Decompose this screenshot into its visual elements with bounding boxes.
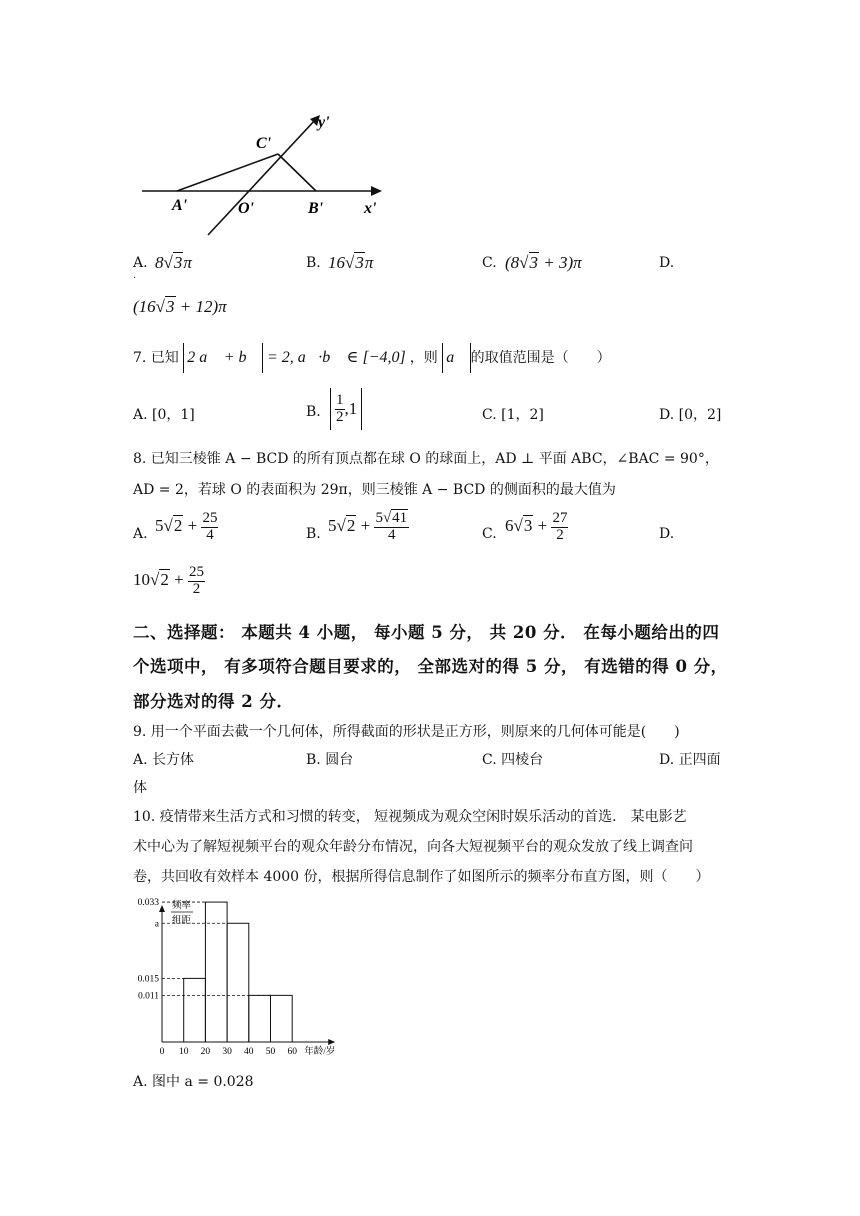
- q8-stem-line1: 8. 已知三棱锥 A − BCD 的所有顶点都在球 O 的球面上，AD ⊥ 平面 ABC，∠BAC = 90°，: [133, 451, 719, 467]
- q8-option-b: 5√2 + $\frac{5√41}{4}$: [328, 510, 408, 543]
- label-x: x': [364, 200, 377, 217]
- histogram-bar: [249, 995, 271, 1042]
- label-b: B': [308, 200, 324, 217]
- q9-option-d: D. 正四面: [659, 752, 721, 768]
- x-tick-label: 50: [265, 1047, 276, 1057]
- q6-option-a: 8√3π: [155, 253, 192, 272]
- q6-option-a-label: A.: [133, 255, 148, 271]
- q10-stem-line3: 卷，共回收有效样本 4000 份，根据所得信息制作了如图所示的频率分布直方图，则（ ）: [133, 869, 710, 885]
- label-a: A': [172, 197, 188, 214]
- x-tick-label: 60: [287, 1047, 297, 1057]
- q9-option-b: B. 圆台: [306, 752, 354, 768]
- q7-option-b-label: B.: [306, 404, 321, 420]
- q8-option-b-label: B.: [306, 526, 321, 542]
- histogram-bar: [227, 923, 249, 1042]
- q8-option-d: 10√2 + $\frac{25}{2}$: [133, 564, 204, 597]
- q10-option-a: A. 图中 a = 0.028: [133, 1074, 254, 1090]
- histogram-bar: [184, 978, 206, 1042]
- q9-option-a: A. 长方体: [133, 752, 195, 768]
- q9-option-d-cont: 体: [133, 780, 147, 796]
- x-axis-arrow: [328, 1039, 335, 1045]
- q9-stem: 9. 用一个平面去截一个几何体，所得截面的形状是正方形，则原来的几何体可能是( ): [133, 724, 680, 740]
- q6-option-b-label: B.: [306, 255, 321, 271]
- q7-option-a: A. [0，1]: [133, 407, 195, 423]
- q7-option-d: D. [0，2]: [659, 407, 722, 423]
- oblique-figure: [130, 105, 400, 240]
- label-o: O': [238, 200, 254, 217]
- label-y: y': [318, 114, 330, 131]
- q10-stem-line2: 术中心为了解短视频平台的观众年龄分布情况，向各大短视频平台的观众发放了线上调查问: [133, 839, 693, 855]
- x-tick-label: 40: [244, 1047, 254, 1057]
- y-tick-label: a: [154, 919, 159, 930]
- q7-option-b: $\frac{1}{2}$ ,1: [330, 388, 362, 430]
- y-tick-label: 0.011: [137, 991, 159, 1002]
- q7-option-c: C. [1，2]: [482, 407, 544, 423]
- x-tick-label: 0: [159, 1047, 165, 1057]
- q10-stem-line1: 10. 疫情带来生活方式和习惯的转变， 短视频成为观众空闲时娱乐活动的首选． 某电影艺: [133, 809, 687, 825]
- stray-dot: .: [133, 270, 137, 281]
- section2-line3: 部分选对的得 2 分．: [133, 692, 294, 711]
- histogram-bar: [271, 995, 293, 1042]
- y-tick-label: 0.015: [137, 974, 159, 985]
- x-tick-label: 20: [200, 1047, 211, 1057]
- y-axis-label-bottom: 组距: [172, 916, 192, 926]
- q8-stem-line2: AD = 2，若球 O 的表面积为 29π，则三棱锥 A − BCD 的侧面积的最大值为: [133, 482, 616, 498]
- q6-option-d-label: D.: [659, 255, 675, 271]
- frequency-histogram: [128, 896, 368, 1066]
- q6-option-b: 16√3π: [328, 253, 374, 272]
- y-axis-label-top: 频率: [172, 901, 192, 911]
- section2-line1: 二、选择题： 本题共 4 小题， 每小题 5 分， 共 20 分． 在每小题给出的四: [133, 623, 720, 642]
- x-axis-label: 年龄/岁: [304, 1047, 336, 1057]
- q8-option-c-label: C.: [482, 526, 497, 542]
- y-tick-label: 0.033: [137, 898, 159, 909]
- y-axis-arrow: [159, 905, 165, 912]
- q6-option-c: (8√3 + 3)π: [505, 253, 582, 272]
- section2-line2: 个选项中， 有多项符合题目要求的， 全部选对的得 5 分， 有选错的得 0 分，: [133, 657, 728, 676]
- label-c: C': [256, 135, 272, 152]
- q6-option-d: (16√3 + 12)π: [133, 297, 227, 316]
- q8-option-a: 5√2 + $\frac{25}{4}$: [155, 510, 218, 543]
- q8-option-c: 6√3 + $\frac{27}{2}$: [505, 510, 568, 543]
- q6-option-c-label: C.: [482, 255, 497, 271]
- q8-option-d-label: D.: [659, 526, 675, 542]
- q7-stem: 7. 已知 2 a⃗ + b⃗ = 2, a⃗·b⃗ ∈ [−4,0] ，则 a⃗ 的取值范围是（ ）: [133, 343, 611, 373]
- q9-option-c: C. 四棱台: [482, 752, 544, 768]
- x-tick-label: 30: [222, 1047, 232, 1057]
- x-tick-label: 10: [178, 1047, 189, 1057]
- q8-option-a-label: A.: [133, 526, 148, 542]
